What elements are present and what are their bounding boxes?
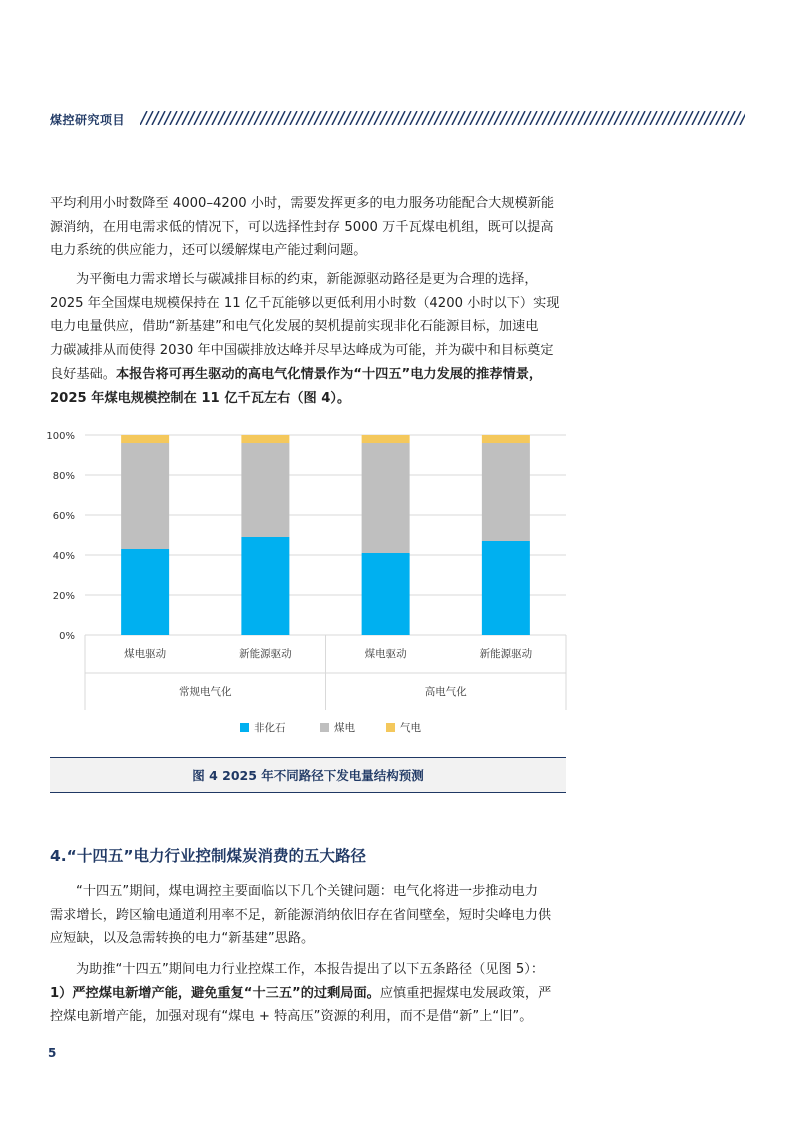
paragraph-3: [50, 880, 570, 951]
stacked-bar-chart: [40, 420, 580, 750]
bar-gas: [482, 435, 530, 443]
line: “十四五”期间，煤电调控主要面临以下几个关键问题：电气化将进一步推动电力: [76, 884, 539, 899]
bar-gas: [121, 435, 169, 443]
y-tick-label: 20%: [52, 591, 75, 602]
bold-line: 2025 年煤电规模控制在 11 亿千瓦左右（图 4）。: [50, 390, 351, 406]
legend-label: 煤电: [334, 722, 355, 734]
header-stripe-decoration: [140, 111, 745, 125]
line: 平均利用小时数降至 4000–4200 小时，需要发挥更多的电力服务功能配合大规模新能: [50, 196, 555, 211]
bar-coal: [362, 443, 410, 553]
figure-caption: 图 4 2025 年不同路径下发电量结构预测: [50, 757, 566, 793]
line: 良好基础。: [50, 366, 116, 382]
x-category-label: 新能源驱动: [239, 648, 292, 660]
legend-label: 非化石: [254, 722, 286, 734]
bar-coal: [241, 443, 289, 537]
line: 2025 年全国煤电规模保持在 11 亿千瓦能够以更低利用小时数（4200 小时以下）实现: [50, 295, 560, 311]
bar-gas: [241, 435, 289, 443]
x-category-label: 新能源驱动: [479, 648, 533, 660]
line: 力碳减排从而使得 2030 年中国碳排放达峰并尽早达峰成为可能，并为碳中和目标奠定: [50, 343, 554, 359]
line: 电力系统的供应能力，还可以缓解煤电产能过剩问题。: [50, 243, 367, 259]
bold-line: 本报告将可再生驱动的高电气化情景作为“十四五”电力发展的推荐情景，: [115, 366, 543, 382]
line: 源消纳，在用电需求低的情况下，可以选择性封存 5000 万千瓦煤电机组，既可以提高: [50, 219, 554, 235]
line: 为助推“十四五”期间电力行业控煤工作，本报告提出了以下五条路径（见图 5）：: [76, 962, 545, 977]
y-tick-label: 100%: [46, 431, 75, 442]
header-label: 煤控研究项目: [50, 113, 126, 127]
page-number: 5: [48, 1046, 57, 1060]
bar-non-fossil: [362, 553, 410, 635]
paragraph-1: [50, 192, 570, 263]
x-category-label: 煤电驱动: [124, 648, 167, 660]
legend-swatch: [240, 723, 249, 732]
bar-gas: [362, 435, 410, 443]
y-tick-label: 40%: [52, 551, 75, 562]
paragraph-4: [50, 958, 570, 1029]
legend-swatch: [386, 723, 395, 732]
y-tick-label: 60%: [52, 511, 75, 522]
section-title: 4.“十四五”电力行业控制煤炭消费的五大路径: [50, 847, 367, 865]
bold-line: 1）严控煤电新增产能，避免重复“十三五”的过剩局面。: [50, 985, 380, 1001]
line: 电力电量供应，借助“新基建”和电气化发展的契机提前实现非化石能源目标，加速电: [50, 319, 539, 335]
line: 为平衡电力需求增长与碳减排目标的约束，新能源驱动路径是更为合理的选择，: [76, 272, 538, 287]
line: 需求增长，跨区输电通道利用率不足，新能源消纳依旧存在省间壁垒，短时尖峰电力供: [50, 907, 552, 923]
legend-swatch: [320, 723, 329, 732]
line: 控煤电新增产能，加强对现有“煤电 + 特高压”资源的利用，而不是借“新”上“旧”。: [50, 1009, 533, 1025]
line: 应短缺，以及急需转换的电力“新基建”思路。: [50, 931, 315, 947]
bar-non-fossil: [482, 541, 530, 635]
x-group-label: 高电气化: [424, 686, 467, 698]
y-tick-label: 0%: [59, 631, 75, 642]
bar-non-fossil: [241, 537, 289, 635]
bar-coal: [482, 443, 530, 541]
legend-label: 气电: [400, 722, 421, 734]
bar-coal: [121, 443, 169, 549]
paragraph-2: [50, 268, 570, 410]
line: 应慎重把握煤电发展政策，严: [379, 985, 552, 1001]
x-category-label: 煤电驱动: [364, 648, 407, 660]
y-tick-label: 80%: [52, 471, 75, 482]
x-group-label: 常规电气化: [179, 686, 232, 698]
bar-non-fossil: [121, 549, 169, 635]
